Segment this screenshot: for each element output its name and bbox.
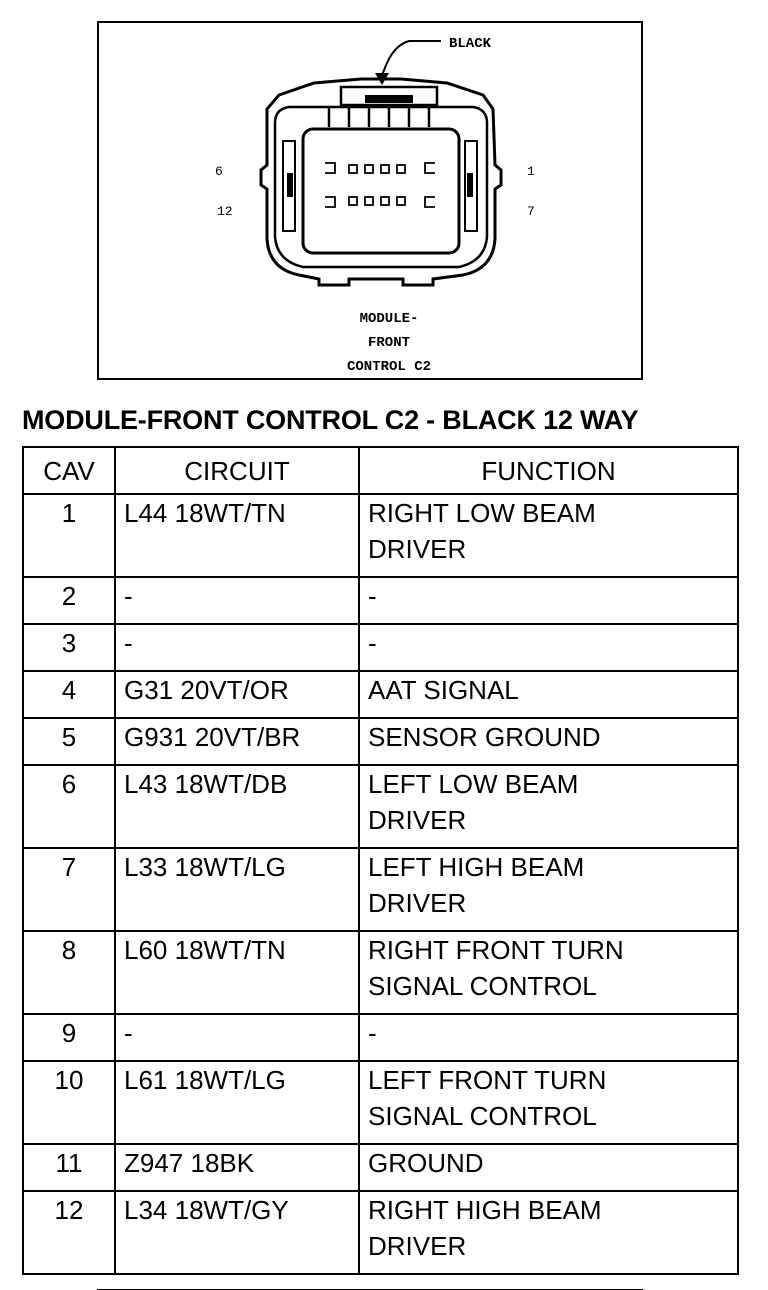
cell-cav: 4	[23, 671, 115, 718]
terminal-cavity-block	[303, 129, 459, 253]
function-line: LEFT LOW BEAM	[368, 769, 579, 799]
function-line: LEFT FRONT TURN	[368, 1065, 607, 1095]
function-line: -	[368, 628, 377, 658]
cell-function	[359, 1191, 738, 1274]
function-line: SENSOR GROUND	[368, 722, 601, 752]
cell-cav: 7	[23, 848, 115, 931]
pin-label-left-top: 6	[215, 164, 223, 179]
function-line: AAT SIGNAL	[368, 675, 519, 705]
cell-cav: 9	[23, 1014, 115, 1061]
cell-function	[359, 848, 738, 931]
cell-cav: 11	[23, 1144, 115, 1191]
table-row	[23, 765, 738, 848]
pin-label-left-bottom: 12	[217, 204, 233, 219]
callout-leader-line	[382, 41, 441, 75]
function-line: SIGNAL CONTROL	[368, 1101, 597, 1131]
function-line: GROUND	[368, 1148, 484, 1178]
table-row	[23, 848, 738, 931]
connector-face-drawing	[99, 23, 641, 378]
pinout-table	[22, 446, 739, 1275]
pin-label-right-top: 1	[527, 164, 535, 179]
cell-circuit: Z947 18BK	[115, 1144, 359, 1191]
table-row	[23, 624, 738, 671]
cell-function	[359, 1014, 738, 1061]
function-line: SIGNAL CONTROL	[368, 971, 597, 1001]
function-line: -	[368, 1018, 377, 1048]
table-row	[23, 1014, 738, 1061]
diagram-caption-line2: FRONT	[367, 335, 411, 351]
function-line: DRIVER	[368, 1231, 467, 1261]
cell-circuit: -	[115, 1014, 359, 1061]
cell-function	[359, 718, 738, 765]
cell-cav: 8	[23, 931, 115, 1014]
callout-label: BLACK	[449, 36, 492, 52]
cell-function	[359, 624, 738, 671]
diagram-caption-line1: MODULE-	[359, 311, 419, 327]
connector-diagram	[97, 21, 643, 380]
cell-cav: 6	[23, 765, 115, 848]
header-cav: CAV	[23, 447, 115, 494]
table-body	[23, 494, 738, 1274]
function-line: RIGHT FRONT TURN	[368, 935, 624, 965]
right-side-lock-tab	[467, 173, 473, 197]
pin-label-right-bottom: 7	[527, 204, 535, 219]
cell-function	[359, 671, 738, 718]
cell-function	[359, 1144, 738, 1191]
table-row	[23, 1144, 738, 1191]
cell-cav: 5	[23, 718, 115, 765]
function-line: -	[368, 581, 377, 611]
cell-circuit: L44 18WT/TN	[115, 494, 359, 577]
table-row	[23, 671, 738, 718]
terminal-row-bottom	[325, 197, 435, 207]
cell-circuit: L60 18WT/TN	[115, 931, 359, 1014]
cell-cav: 3	[23, 624, 115, 671]
function-line: RIGHT HIGH BEAM	[368, 1195, 602, 1225]
table-row	[23, 718, 738, 765]
header-function: FUNCTION	[359, 447, 738, 494]
table-row	[23, 577, 738, 624]
connector-top-ribs	[329, 107, 429, 127]
table-header-row	[23, 447, 738, 494]
cell-circuit: -	[115, 577, 359, 624]
table-row	[23, 931, 738, 1014]
cell-cav: 12	[23, 1191, 115, 1274]
cell-circuit: L61 18WT/LG	[115, 1061, 359, 1144]
cell-function	[359, 1061, 738, 1144]
cell-function	[359, 765, 738, 848]
cell-circuit: G31 20VT/OR	[115, 671, 359, 718]
cell-cav: 2	[23, 577, 115, 624]
cell-function	[359, 931, 738, 1014]
cell-circuit: -	[115, 624, 359, 671]
table-row	[23, 1191, 738, 1274]
cell-circuit: G931 20VT/BR	[115, 718, 359, 765]
cell-circuit: L34 18WT/GY	[115, 1191, 359, 1274]
cell-function	[359, 494, 738, 577]
left-side-lock-tab	[287, 173, 293, 197]
cell-circuit: L43 18WT/DB	[115, 765, 359, 848]
cell-cav: 1	[23, 494, 115, 577]
diagram-caption-line3: CONTROL C2	[346, 359, 432, 375]
function-line: DRIVER	[368, 805, 467, 835]
cell-function	[359, 577, 738, 624]
function-line: LEFT HIGH BEAM	[368, 852, 585, 882]
table-row	[23, 1061, 738, 1144]
table-row	[23, 494, 738, 577]
cell-circuit: L33 18WT/LG	[115, 848, 359, 931]
table-title: MODULE-FRONT CONTROL C2 - BLACK 12 WAY	[22, 405, 639, 435]
function-line: DRIVER	[368, 888, 467, 918]
cell-cav: 10	[23, 1061, 115, 1144]
function-line: DRIVER	[368, 534, 467, 564]
function-line: RIGHT LOW BEAM	[368, 498, 596, 528]
connector-latch-tab	[365, 95, 413, 103]
header-circuit: CIRCUIT	[115, 447, 359, 494]
terminal-row-top	[325, 163, 435, 173]
